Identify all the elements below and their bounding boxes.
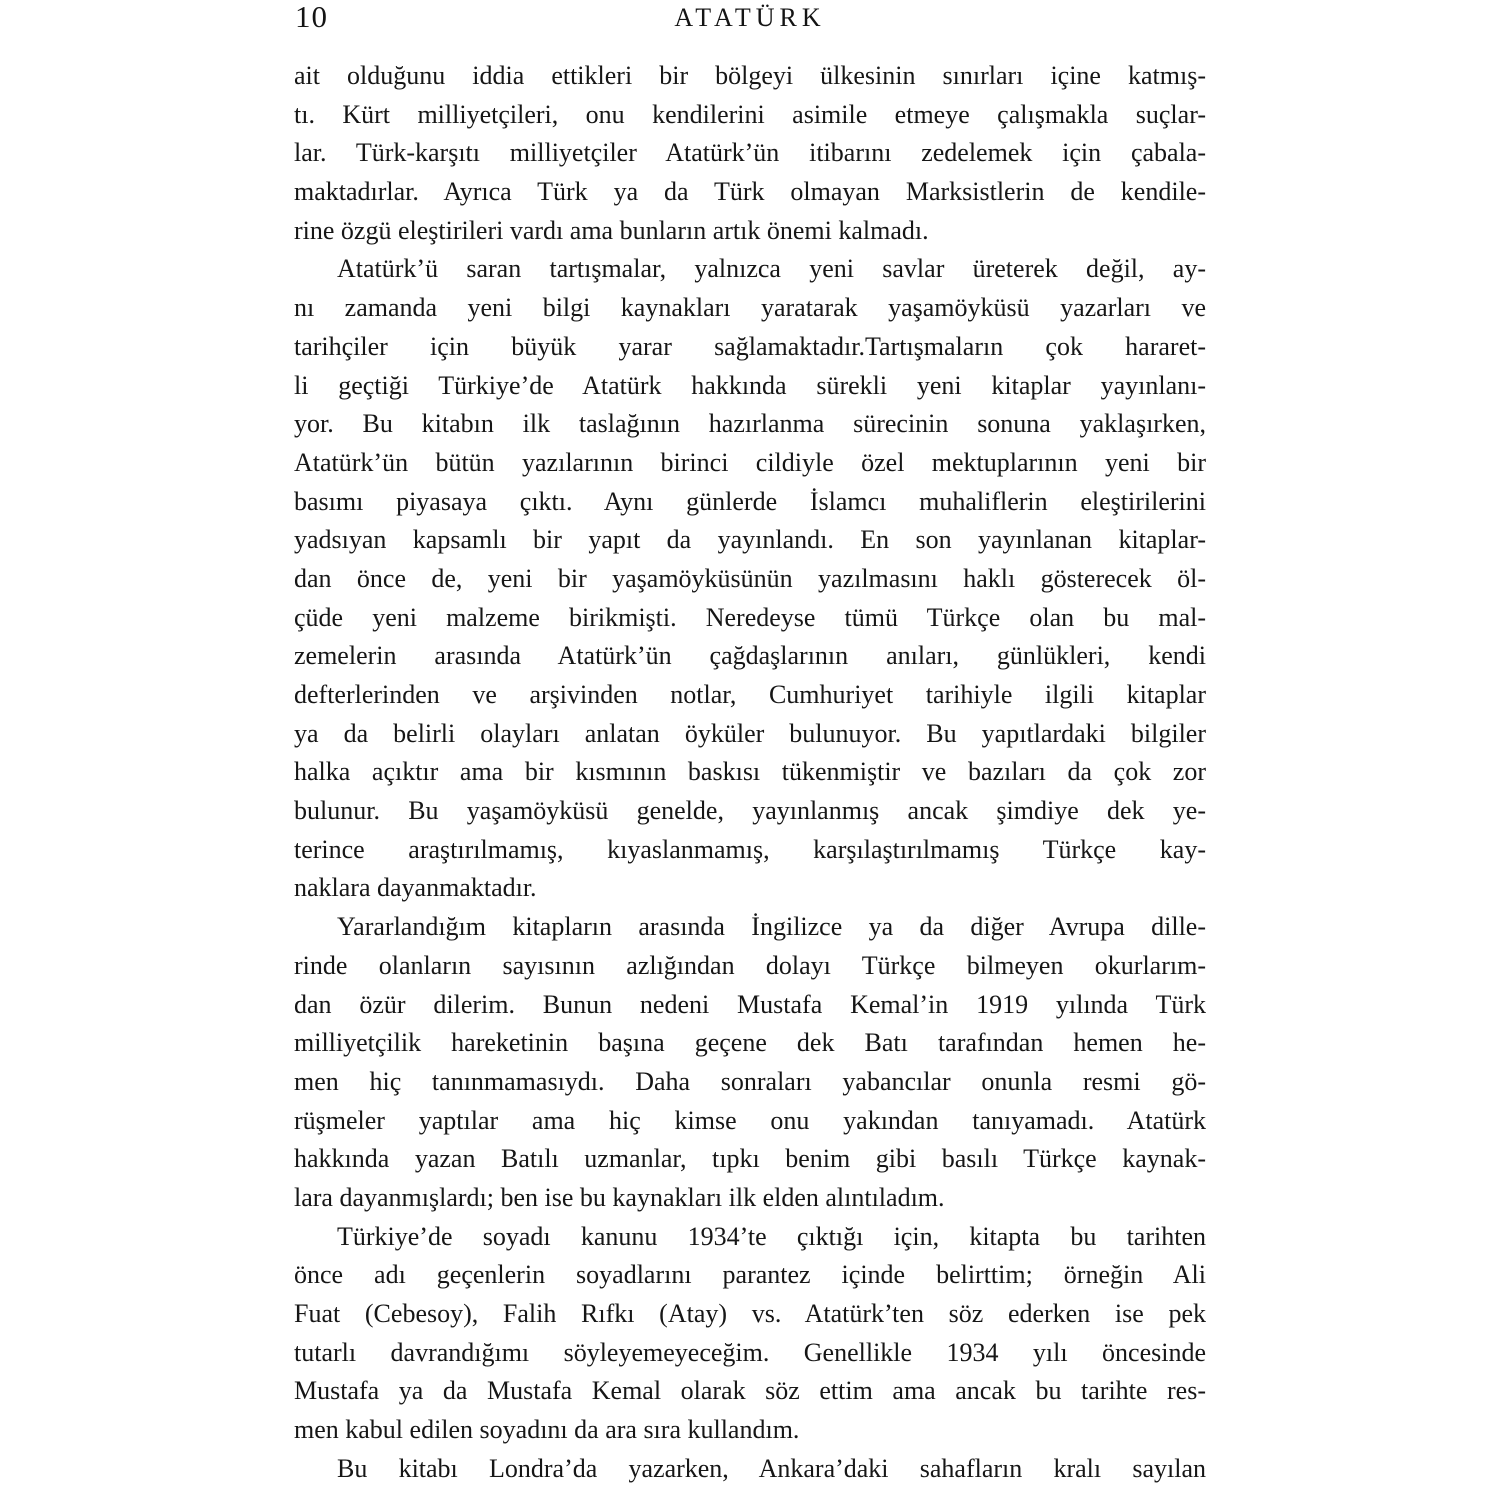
text-line: li geçtiği Türkiye’de Atatürk hakkında sürekli yeni kitaplar yayınlanı- <box>294 370 1206 400</box>
text-line: rine özgü eleştirileri vardı ama bunların artık önemi kalmadı. <box>294 215 929 245</box>
text-line: halka açıktır ama bir kısmının baskısı tükenmiştir ve bazıları da çok zor <box>294 757 1206 787</box>
paragraph <box>294 250 1206 908</box>
paragraph <box>294 1218 1206 1450</box>
text-line: Yararlandığım kitapların arasında İngilizce ya da diğer Avrupa dille- <box>337 912 1206 942</box>
text-line: dan özür dilerim. Bunun nedeni Mustafa Kemal’in 1919 yılında Türk <box>294 989 1206 1019</box>
text-line: dan önce de, yeni bir yaşamöyküsünün yazılmasını haklı gösterecek öl- <box>294 563 1206 593</box>
text-line: zemelerin arasında Atatürk’ün çağdaşlarının anıları, günlükleri, kendi <box>294 641 1206 671</box>
running-title: ATATÜRK <box>674 3 826 32</box>
paragraph <box>294 908 1206 1218</box>
text-line: men kabul edilen soyadını da ara sıra kullandım. <box>294 1415 800 1445</box>
text-line: men hiç tanınmamasıydı. Daha sonraları yabancılar onunla resmi gö- <box>294 1066 1206 1096</box>
paragraph <box>294 1450 1206 1489</box>
text-line: naklara dayanmaktadır. <box>294 873 537 903</box>
running-header <box>294 0 1206 40</box>
text-line: lar. Türk-karşıtı milliyetçiler Atatürk’ün itibarını zedelemek için çabala- <box>294 138 1206 168</box>
text-line: nı zamanda yeni bilgi kaynakları yaratarak yaşamöyküsü yazarları ve <box>294 293 1206 323</box>
text-line: milliyetçilik hareketinin başına geçene dek Batı tarafından hemen he- <box>294 1028 1206 1058</box>
text-line: basımı piyasaya çıktı. Aynı günlerde İslamcı muhaliflerin eleştirilerini <box>294 486 1206 516</box>
body-text <box>294 57 1206 1488</box>
text-line: yadsıyan kapsamlı bir yapıt da yayınlandı. En son yayınlanan kitaplar- <box>294 525 1206 555</box>
text-line: Fuat (Cebesoy), Falih Rıfkı (Atay) vs. Atatürk’ten söz ederken ise pek <box>294 1299 1206 1328</box>
text-line: Bu kitabı Londra’da yazarken, Ankara’daki sahafların kralı sayılan <box>337 1453 1206 1483</box>
text-line: rüşmeler yaptılar ama hiç kimse onu yakından tanıyamadı. Atatürk <box>294 1105 1206 1135</box>
page-number: 10 <box>295 0 328 34</box>
text-line: terince araştırılmamış, kıyaslanmamış, karşılaştırılmamış Türkçe kay- <box>294 834 1206 864</box>
text-line: tı. Kürt milliyetçileri, onu kendilerini asimile etmeye çalışmakla suçlar- <box>294 99 1206 129</box>
text-line: Atatürk’ü saran tartışmalar, yalnızca yeni savlar üreterek değil, ay- <box>337 254 1206 284</box>
text-line: ya da belirli olayları anlatan öyküler bulunuyor. Bu yapıtlardaki bilgiler <box>294 718 1206 748</box>
text-line: Türkiye’de soyadı kanunu 1934’te çıktığı için, kitapta bu tarihten <box>337 1221 1206 1251</box>
text-line: lara dayanmışlardı; ben ise bu kaynakları ilk elden alıntıladım. <box>294 1182 945 1212</box>
text-line: ait olduğunu iddia ettikleri bir bölgeyi ülkesinin sınırları içine katmış- <box>294 61 1206 90</box>
text-line: maktadırlar. Ayrıca Türk ya da Türk olmayan Marksistlerin de kendile- <box>294 177 1206 207</box>
text-line: rinde olanların sayısının azlığından dolayı Türkçe bilmeyen okurlarım- <box>294 950 1206 980</box>
text-line: Mustafa ya da Mustafa Kemal olarak söz ettim ama ancak bu tarihte res- <box>294 1376 1206 1406</box>
text-line: defterlerinden ve arşivinden notlar, Cumhuriyet tarihiyle ilgili kitaplar <box>294 680 1206 709</box>
text-line: tarihçiler için büyük yarar sağlamaktadır.Tartışmaların çok hararet- <box>294 331 1206 361</box>
paragraph <box>294 57 1206 250</box>
text-line: bulunur. Bu yaşamöyküsü genelde, yayınlanmış ancak şimdiye dek ye- <box>294 796 1206 826</box>
text-line: önce adı geçenlerin soyadlarını parantez içinde belirttim; örneğin Ali <box>294 1260 1206 1290</box>
text-line: Atatürk’ün bütün yazılarının birinci cildiyle özel mektuplarının yeni bir <box>294 447 1206 477</box>
text-line: yor. Bu kitabın ilk taslağının hazırlanma sürecinin sonuna yaklaşırken, <box>294 409 1206 439</box>
text-line: hakkında yazan Batılı uzmanlar, tıpkı benim gibi basılı Türkçe kaynak- <box>294 1144 1206 1174</box>
text-block <box>294 0 1206 1500</box>
text-line: tutarlı davrandığımı söyleyemeyeceğim. Genellikle 1934 yılı öncesinde <box>294 1337 1206 1367</box>
text-line: çüde yeni malzeme birikmişti. Neredeyse tümü Türkçe olan bu mal- <box>294 602 1206 632</box>
